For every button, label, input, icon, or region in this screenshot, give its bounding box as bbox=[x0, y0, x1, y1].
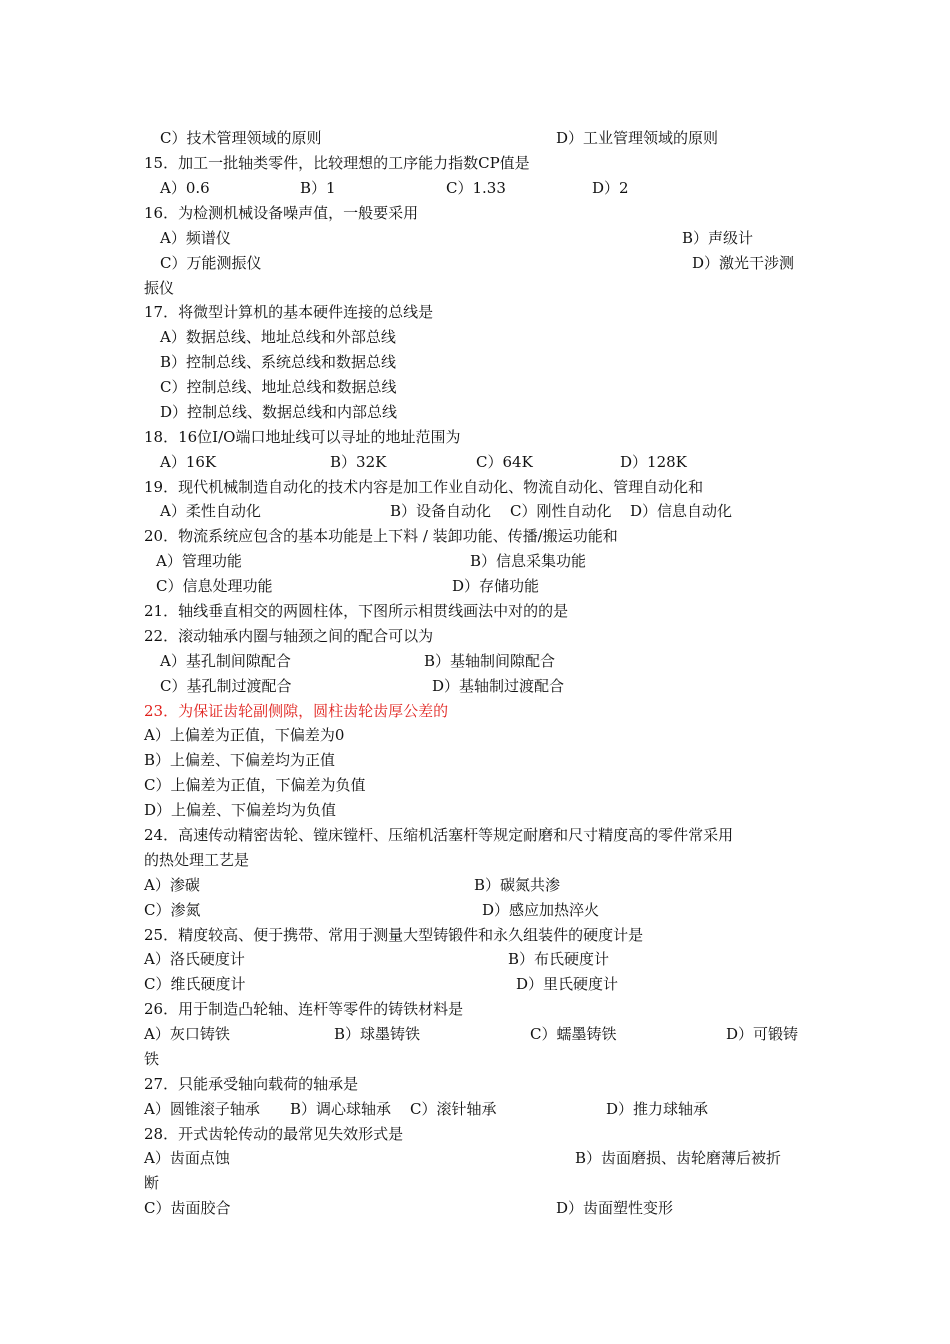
text-line: B）声级计 bbox=[682, 229, 754, 247]
text-line: C）齿面胶合 bbox=[144, 1199, 231, 1217]
text-line: B）调心球轴承 bbox=[290, 1100, 392, 1118]
text-line: C）维氏硬度计 bbox=[144, 975, 246, 993]
text-line: A）0.6 bbox=[160, 179, 210, 197]
question-text: 20．物流系统应包含的基本功能是上下料 / 装卸功能、传播/搬运功能和 bbox=[144, 527, 618, 545]
question-text: 16．为检测机械设备噪声值，一般要采用 bbox=[144, 204, 419, 222]
text-line: B）碳氮共渗 bbox=[474, 876, 561, 894]
question-text: 15．加工一批轴类零件，比较理想的工序能力指数CP值是 bbox=[144, 154, 530, 172]
text-line: B）基轴制间隙配合 bbox=[424, 652, 556, 670]
text-line: 振仪 bbox=[144, 279, 175, 297]
text-line: B）设备自动化 bbox=[390, 502, 492, 520]
text-line: B）控制总线、系统总线和数据总线 bbox=[160, 353, 397, 371]
text-line: D）基轴制过渡配合 bbox=[432, 677, 565, 695]
text-line: D）激光干涉测 bbox=[692, 254, 795, 272]
question-text: 24．高速传动精密齿轮、镗床镗杆、压缩机活塞杆等规定耐磨和尺寸精度高的零件常采用 bbox=[144, 826, 734, 844]
text-line: B）齿面磨损、齿轮磨薄后被折 bbox=[575, 1149, 782, 1167]
text-line: D）里氏硬度计 bbox=[516, 975, 619, 993]
text-line: C）技术管理领域的原则 bbox=[160, 129, 322, 147]
text-line: D）感应加热淬火 bbox=[482, 901, 600, 919]
question-text: 27．只能承受轴向载荷的轴承是 bbox=[144, 1075, 359, 1093]
text-line: D）上偏差、下偏差均为负值 bbox=[144, 801, 337, 819]
text-line: C）渗氮 bbox=[144, 901, 201, 919]
text-line: A）数据总线、地址总线和外部总线 bbox=[160, 328, 396, 346]
text-line: C）万能测振仪 bbox=[160, 254, 262, 272]
question-text: 26．用于制造凸轮轴、连杆等零件的铸铁材料是 bbox=[144, 1000, 464, 1018]
text-line: A）16K bbox=[160, 453, 217, 471]
question-text: 22．滚动轴承内圈与轴颈之间的配合可以为 bbox=[144, 627, 434, 645]
question-text: 18．16位I/O端口地址线可以寻址的地址范围为 bbox=[144, 428, 461, 446]
text-line: B）上偏差、下偏差均为正值 bbox=[144, 751, 336, 769]
text-line: B）布氏硬度计 bbox=[508, 950, 610, 968]
text-line: B）1 bbox=[300, 179, 336, 197]
text-line: A）管理功能 bbox=[156, 552, 242, 570]
text-line: A）频谱仪 bbox=[160, 229, 231, 247]
text-line: A）灰口铸铁 bbox=[144, 1025, 230, 1043]
text-line: A）基孔制间隙配合 bbox=[160, 652, 291, 670]
text-line: C）基孔制过渡配合 bbox=[160, 677, 292, 695]
text-line: D）推力球轴承 bbox=[606, 1100, 709, 1118]
text-line: D）2 bbox=[592, 179, 629, 197]
question-text: 21．轴线垂直相交的两圆柱体，下图所示相贯线画法中对的的是 bbox=[144, 602, 569, 620]
question-text: 28．开式齿轮传动的最常见失效形式是 bbox=[144, 1125, 404, 1143]
text-line: D）工业管理领域的原则 bbox=[556, 129, 719, 147]
text-line: B）信息采集功能 bbox=[470, 552, 587, 570]
text-line: B）32K bbox=[330, 453, 387, 471]
text-line: D）控制总线、数据总线和内部总线 bbox=[160, 403, 398, 421]
text-line: C）64K bbox=[476, 453, 533, 471]
question-text: 17．将微型计算机的基本硬件连接的总线是 bbox=[144, 303, 434, 321]
question-text: 19．现代机械制造自动化的技术内容是加工作业自动化、物流自动化、管理自动化和 bbox=[144, 478, 704, 496]
text-line: C）1.33 bbox=[446, 179, 506, 197]
text-line: D）可锻铸 bbox=[726, 1025, 799, 1043]
text-line: D）128K bbox=[620, 453, 687, 471]
text-line: C）上偏差为正值，下偏差为负值 bbox=[144, 776, 366, 794]
text-line: 的热处理工艺是 bbox=[144, 851, 250, 869]
text-line: C）信息处理功能 bbox=[156, 577, 273, 595]
text-line: B）球墨铸铁 bbox=[334, 1025, 421, 1043]
text-line: C）控制总线、地址总线和数据总线 bbox=[160, 378, 397, 396]
text-line: A）柔性自动化 bbox=[160, 502, 261, 520]
text-line: C）滚针轴承 bbox=[410, 1100, 497, 1118]
text-line: D）齿面塑性变形 bbox=[556, 1199, 674, 1217]
text-line: A）洛氏硬度计 bbox=[144, 950, 245, 968]
text-line: 铁 bbox=[144, 1050, 160, 1068]
text-line: C）蠕墨铸铁 bbox=[530, 1025, 617, 1043]
question-text: 23．为保证齿轮副侧隙，圆柱齿轮齿厚公差的 bbox=[144, 702, 449, 720]
text-line: A）圆锥滚子轴承 bbox=[144, 1100, 260, 1118]
text-line: 断 bbox=[144, 1174, 160, 1192]
question-text: 25．精度较高、便于携带、常用于测量大型铸锻件和永久组装件的硬度计是 bbox=[144, 926, 644, 944]
text-line: A）上偏差为正值，下偏差为0 bbox=[144, 726, 345, 744]
text-line: A）渗碳 bbox=[144, 876, 200, 894]
text-line: A）齿面点蚀 bbox=[144, 1149, 230, 1167]
text-line: C）刚性自动化 bbox=[510, 502, 612, 520]
text-line: D）信息自动化 bbox=[630, 502, 733, 520]
text-line: D）存储功能 bbox=[452, 577, 540, 595]
